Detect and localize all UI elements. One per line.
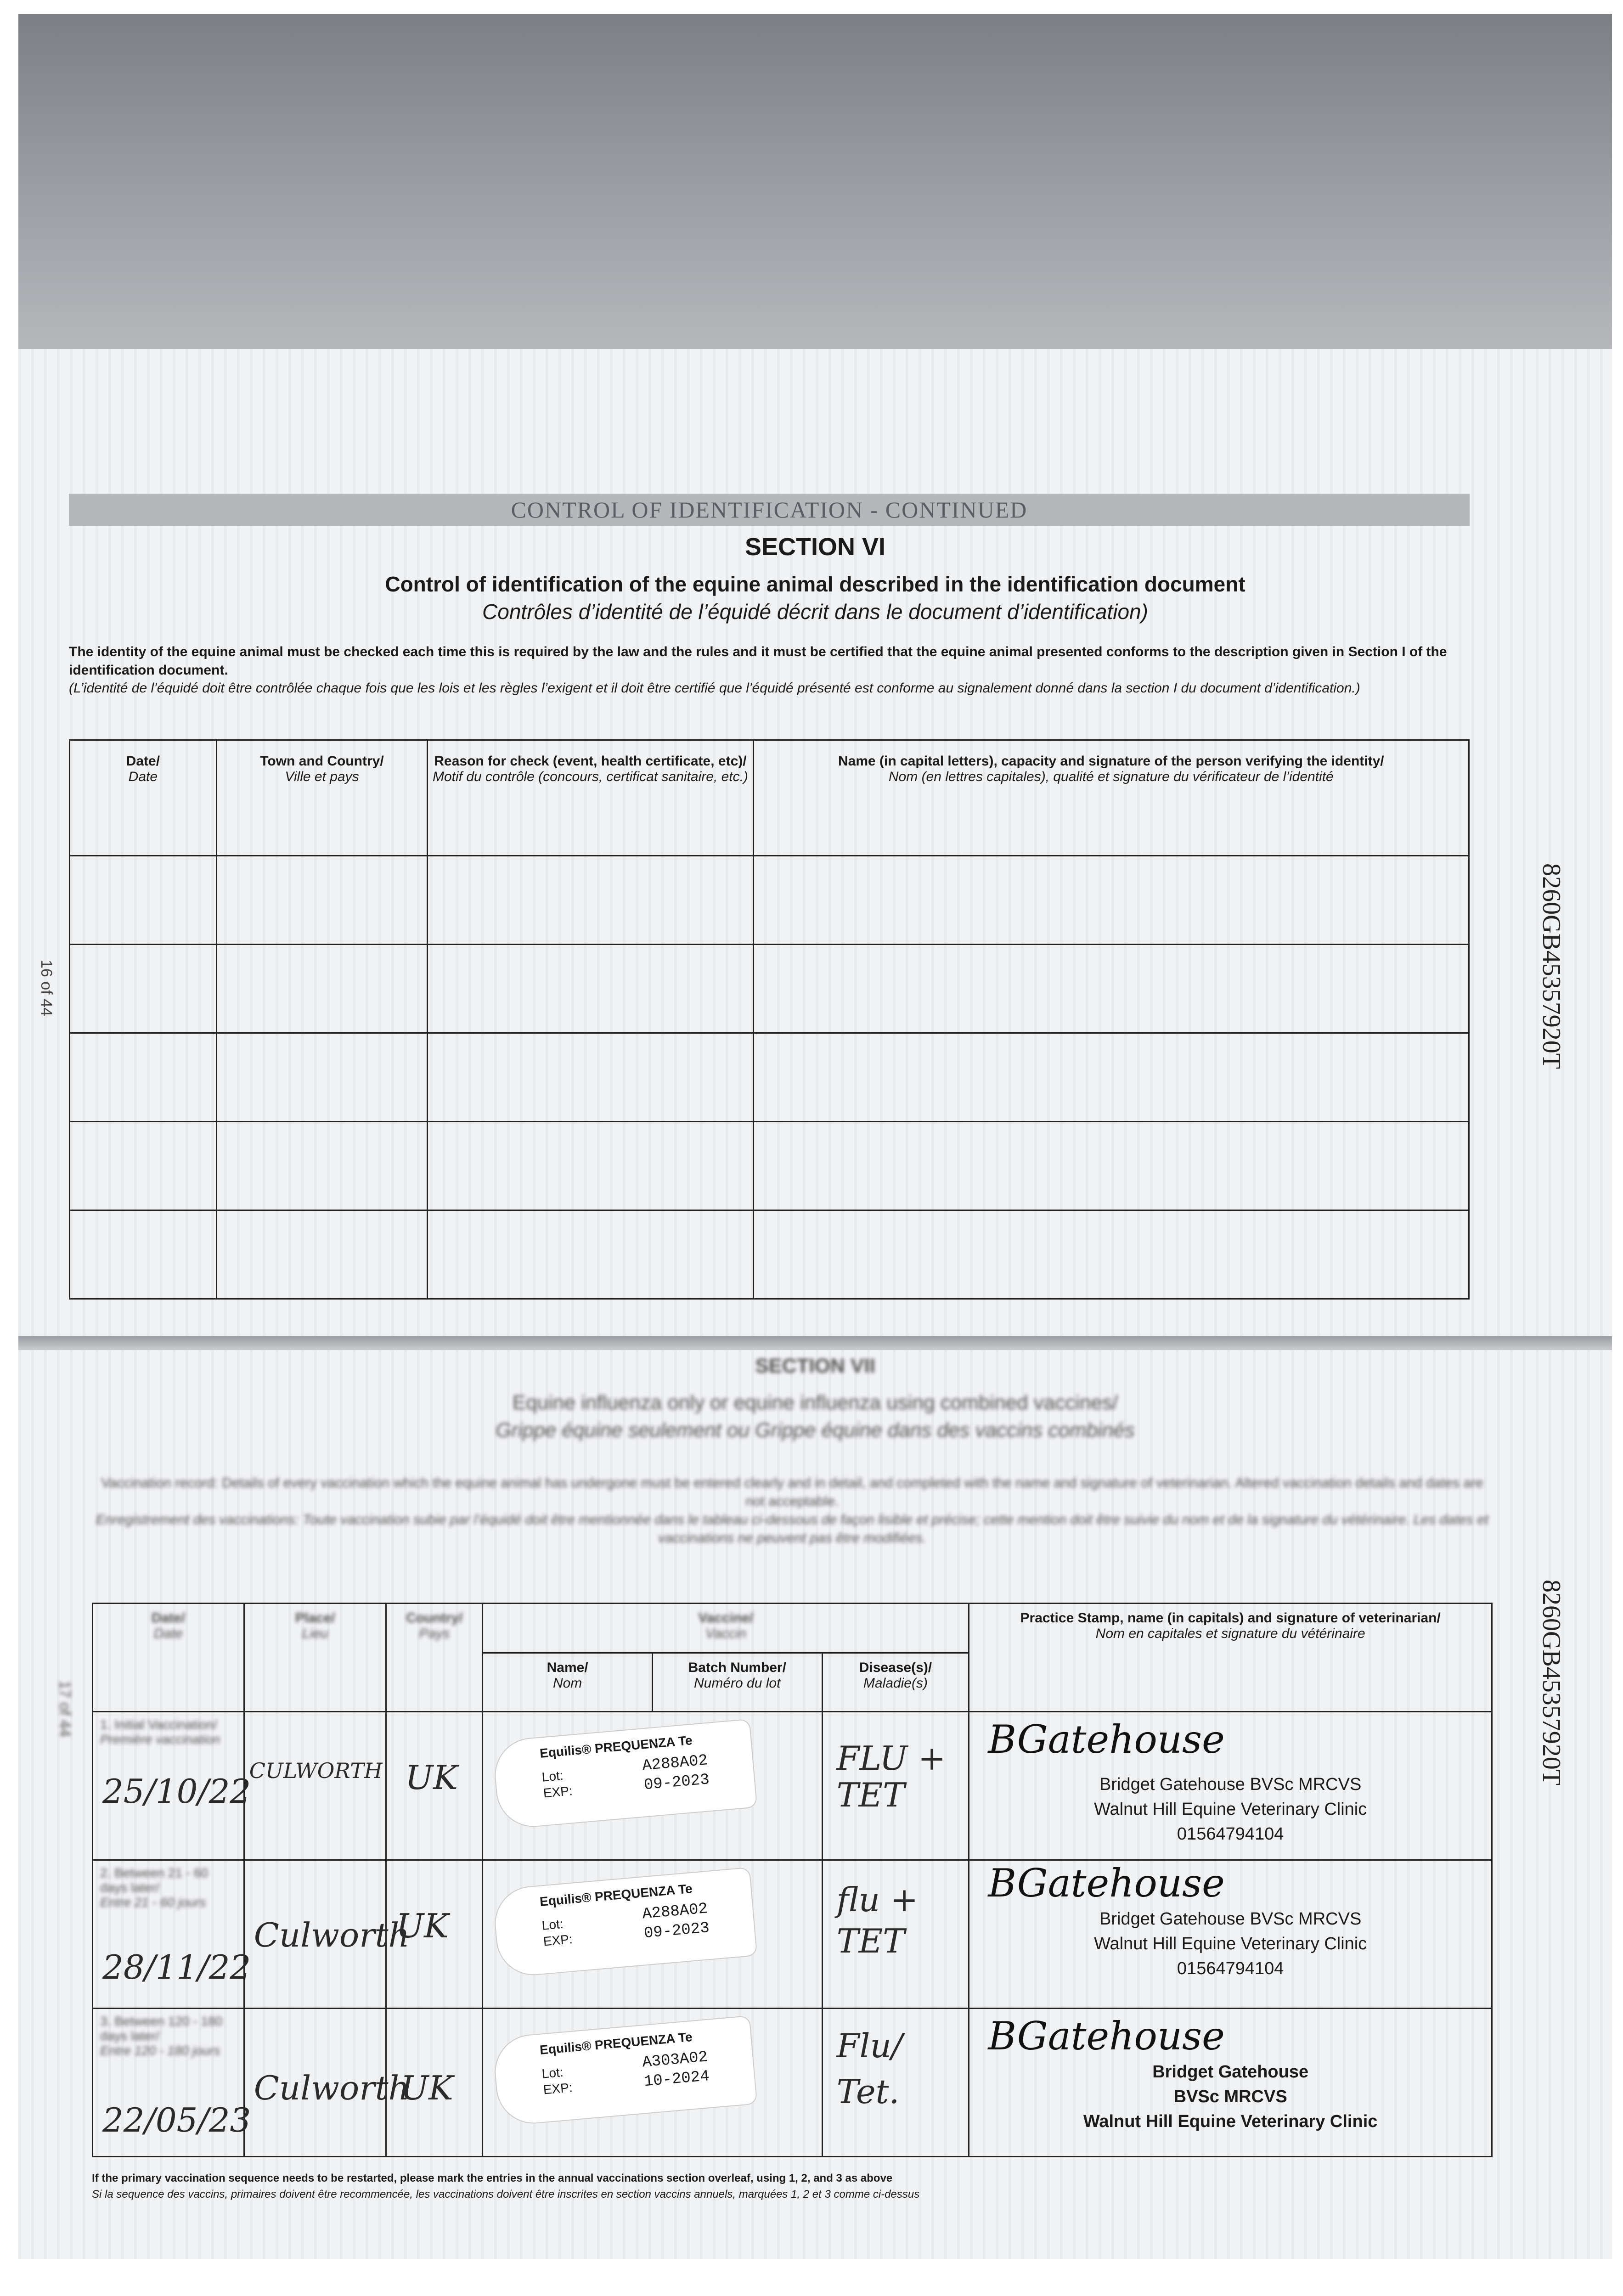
handwritten-disease: FLU + TET — [836, 1739, 946, 1814]
table-cell — [753, 945, 1469, 1033]
handwritten-place: Culworth — [254, 2069, 410, 2107]
vet-signature: BGatehouse — [988, 1861, 1225, 1906]
table-cell — [216, 945, 428, 1033]
vaccine-cell — [483, 1860, 822, 2009]
vet-name: Bridget Gatehouse — [1152, 2062, 1309, 2082]
column-header-date: Date/ Date — [70, 740, 217, 856]
table-cell — [216, 856, 428, 945]
page-number: 16 of 44 — [38, 960, 55, 1016]
handwritten-country: UK — [405, 1758, 458, 1797]
intro-english: The identity of the equine animal must be checked each time this is required by the law and the rules and it must be certified that the equine animal presented conforms to the description given in Section I of the identification document. — [69, 644, 1447, 678]
vet-name: Bridget Gatehouse BVSc MRCVS — [1099, 1909, 1362, 1929]
table-cell — [428, 1210, 753, 1299]
date-cell — [93, 1712, 251, 1860]
disease-cell — [822, 2009, 969, 2157]
column-header-verifier: Name (in capital letters), capacity and signature of the person verifying the identity/ Nom (en lettres capitales), qualité et signature du vérificateur de l’identité — [753, 740, 1469, 856]
table-cell — [216, 1033, 428, 1122]
handwritten-country: UK — [396, 1907, 449, 1945]
identification-check-table — [69, 739, 1470, 1300]
date-cell — [93, 2009, 251, 2157]
country-cell — [386, 1712, 483, 1860]
vet-phone: 01564794104 — [1177, 1959, 1284, 1978]
heading-english: Control of identification of the equine animal described in the identification document — [385, 572, 1245, 596]
place-cell — [244, 1712, 386, 1860]
intro-english: Vaccination record: Details of every vaccination which the equine animal has undergone must be entered clearly and in detail, and completed with the name and signature of veterinarian. Altered vaccination details and dates are not acceptable. — [101, 1475, 1483, 1509]
vet-phone: Walnut Hill Equine Veterinary Clinic — [1083, 2112, 1378, 2131]
table-cell — [753, 1033, 1469, 1122]
column-header-vaccine: Vaccine/ Vaccin — [483, 1604, 969, 1653]
footnote-english: If the primary vaccination sequence needs to be restarted, please mark the entries in the annual vaccinations section overleaf, using 1, 2, and 3 as above — [92, 2172, 893, 2184]
section-title: SECTION VI — [744, 533, 886, 561]
table-cell — [753, 1210, 1469, 1299]
heading-english: Equine influenza only or equine influenza using combined vaccines/ — [512, 1391, 1118, 1414]
table-row — [70, 1033, 1469, 1122]
heading-french: Contrôles d’identité de l’équidé décrit dans le document d’identification) — [482, 600, 1148, 624]
stage-label: 1. Initial Vaccination/ Première vaccination — [100, 1717, 220, 1746]
table-cell — [753, 1122, 1469, 1210]
table-cell — [70, 1122, 217, 1210]
vaccine-batch-sticker — [493, 1868, 756, 1977]
table-cell — [428, 856, 753, 945]
column-header-town-country: Town and Country/ Ville et pays — [216, 740, 428, 856]
expiry-date: 09-2023 — [643, 1919, 710, 1943]
vaccine-cell — [483, 2009, 822, 2157]
table-cell — [70, 856, 217, 945]
expiry-date: 10-2024 — [643, 2068, 710, 2091]
ueln-code: 8260GB45357920T — [1537, 1580, 1566, 1785]
vet-clinic: Walnut Hill Equine Veterinary Clinic — [1094, 1800, 1367, 1819]
table-cell — [753, 856, 1469, 945]
ueln-code: 8260GB45357920T — [1537, 863, 1566, 1069]
handwritten-disease: Flu/ Tet. — [836, 2026, 903, 2111]
table-cell — [70, 1210, 217, 1299]
place-cell — [244, 2009, 410, 2157]
vet-phone: 01564794104 — [1177, 1824, 1284, 1844]
column-header-country: Country/ Pays — [386, 1604, 483, 1712]
vet-name: Bridget Gatehouse BVSc MRCVS — [1099, 1775, 1362, 1794]
lot-label: Lot: — [541, 1916, 564, 1933]
table-cell — [428, 1122, 753, 1210]
vet-cell — [969, 1860, 1492, 2009]
handwritten-disease: flu + TET — [836, 1880, 919, 1960]
vaccine-brand: Equilis® PREQUENZA Te — [539, 2029, 693, 2057]
page-section-vi — [18, 349, 1612, 1345]
table-row — [70, 856, 1469, 945]
column-header-reason: Reason for check (event, health certificate, etc)/ Motif du contrôle (concours, certificat sanitaire, etc.) — [428, 740, 753, 856]
column-header-disease: Disease(s)/ Maladie(s) — [822, 1653, 969, 1712]
stage-label: 2. Between 21 - 60 days later/ Entre 21 - 60 jours — [100, 1866, 209, 1909]
vet-cell — [969, 1712, 1492, 1860]
page-banner: CONTROL OF IDENTIFICATION - CONTINUED — [69, 494, 1470, 526]
date-cell — [93, 1860, 251, 2009]
vaccination-table — [92, 1603, 1493, 2157]
column-header-name: Name/ Nom — [483, 1653, 653, 1712]
vet-signature: BGatehouse — [988, 1717, 1225, 1762]
table-cell — [428, 945, 753, 1033]
lot-number: A288A02 — [642, 1900, 709, 1924]
lot-number: A303A02 — [642, 2048, 709, 2072]
vet-clinic: BVSc MRCVS — [1173, 2087, 1287, 2106]
vaccination-row — [93, 2009, 1492, 2157]
table-cell — [70, 1033, 217, 1122]
intro-french: Enregistrement des vaccinations: Toute vaccination subie par l’équidé doit être mentionnée dans le tableau ci-dessous de façon lisible et précise; cette mention doit être suivie du nom et de la signature du vétérinaire. Les dates et vaccinations ne peuvent pas être modifiées. — [96, 1512, 1489, 1546]
table-row — [70, 1122, 1469, 1210]
place-cell — [244, 1860, 410, 2009]
heading-french: Grippe équine seulement ou Grippe équine dans des vaccins combinés — [496, 1419, 1135, 1441]
vet-signature: BGatehouse — [988, 2014, 1225, 2059]
table-cell — [216, 1210, 428, 1299]
column-header-vet: Practice Stamp, name (in capitals) and signature of veterinarian/ Nom en capitales et signature du vétérinaire — [969, 1604, 1492, 1712]
table-cell — [70, 945, 217, 1033]
stage-label: 3. Between 120 - 180 days later/ Entre 120 - 180 jours — [100, 2014, 223, 2058]
handwritten-date: 22/05/23 — [102, 2101, 251, 2139]
handwritten-country: UK — [400, 2069, 453, 2107]
table-cell — [216, 1122, 428, 1210]
section-title: SECTION VII — [755, 1355, 875, 1377]
vaccine-cell — [483, 1712, 822, 1860]
expiry-date: 09-2023 — [643, 1771, 710, 1795]
vaccine-batch-sticker — [493, 2016, 756, 2126]
vaccine-brand: Equilis® PREQUENZA Te — [539, 1733, 693, 1761]
exp-label: EXP: — [542, 1784, 574, 1801]
disease-cell — [822, 1712, 969, 1860]
disease-cell — [822, 1860, 969, 2009]
vet-cell — [969, 2009, 1492, 2157]
lot-label: Lot: — [541, 1768, 564, 1784]
handwritten-place: CULWORTH — [249, 1758, 383, 1783]
lot-label: Lot: — [541, 2065, 564, 2081]
scanner-background — [18, 14, 1612, 349]
intro-french: (L’identité de l’équidé doit être contrôlée chaque fois que les lois et les règles l’exigent et il doit être certifié que l’équidé présenté est conforme au signalement donné dans la section I du document d’identification.) — [69, 681, 1360, 696]
country-cell — [386, 1860, 483, 2009]
handwritten-date: 25/10/22 — [102, 1772, 251, 1811]
exp-label: EXP: — [542, 1932, 574, 1949]
table-row — [70, 945, 1469, 1033]
exp-label: EXP: — [542, 2080, 574, 2097]
handwritten-place: Culworth — [254, 1916, 410, 1954]
page-section-vii — [18, 1350, 1612, 2259]
vaccine-brand: Equilis® PREQUENZA Te — [539, 1881, 693, 1909]
footnote-french: Si la sequence des vaccins, primaires doivent être recommencée, les vaccinations doivent être inscrites en section vaccins annuels, marquées 1, 2 et 3 comme ci-dessus — [92, 2188, 920, 2200]
column-header-batch: Batch Number/ Numéro du lot — [652, 1653, 822, 1712]
page-number: 17 of 44 — [56, 1681, 73, 1737]
handwritten-date: 28/11/22 — [102, 1948, 251, 1986]
column-header-place: Place/ Lieu — [244, 1604, 386, 1712]
lot-number: A288A02 — [642, 1752, 709, 1775]
vet-clinic: Walnut Hill Equine Veterinary Clinic — [1094, 1934, 1367, 1953]
vaccine-batch-sticker — [493, 1720, 756, 1829]
country-cell — [386, 2009, 483, 2157]
table-cell — [428, 1033, 753, 1122]
vaccination-row — [93, 1860, 1492, 2009]
table-header-row — [70, 740, 1469, 856]
column-header-date: Date/ Date — [93, 1604, 244, 1712]
vaccination-row — [93, 1712, 1492, 1860]
table-row — [70, 1210, 1469, 1299]
table-header-row — [93, 1604, 1492, 1653]
